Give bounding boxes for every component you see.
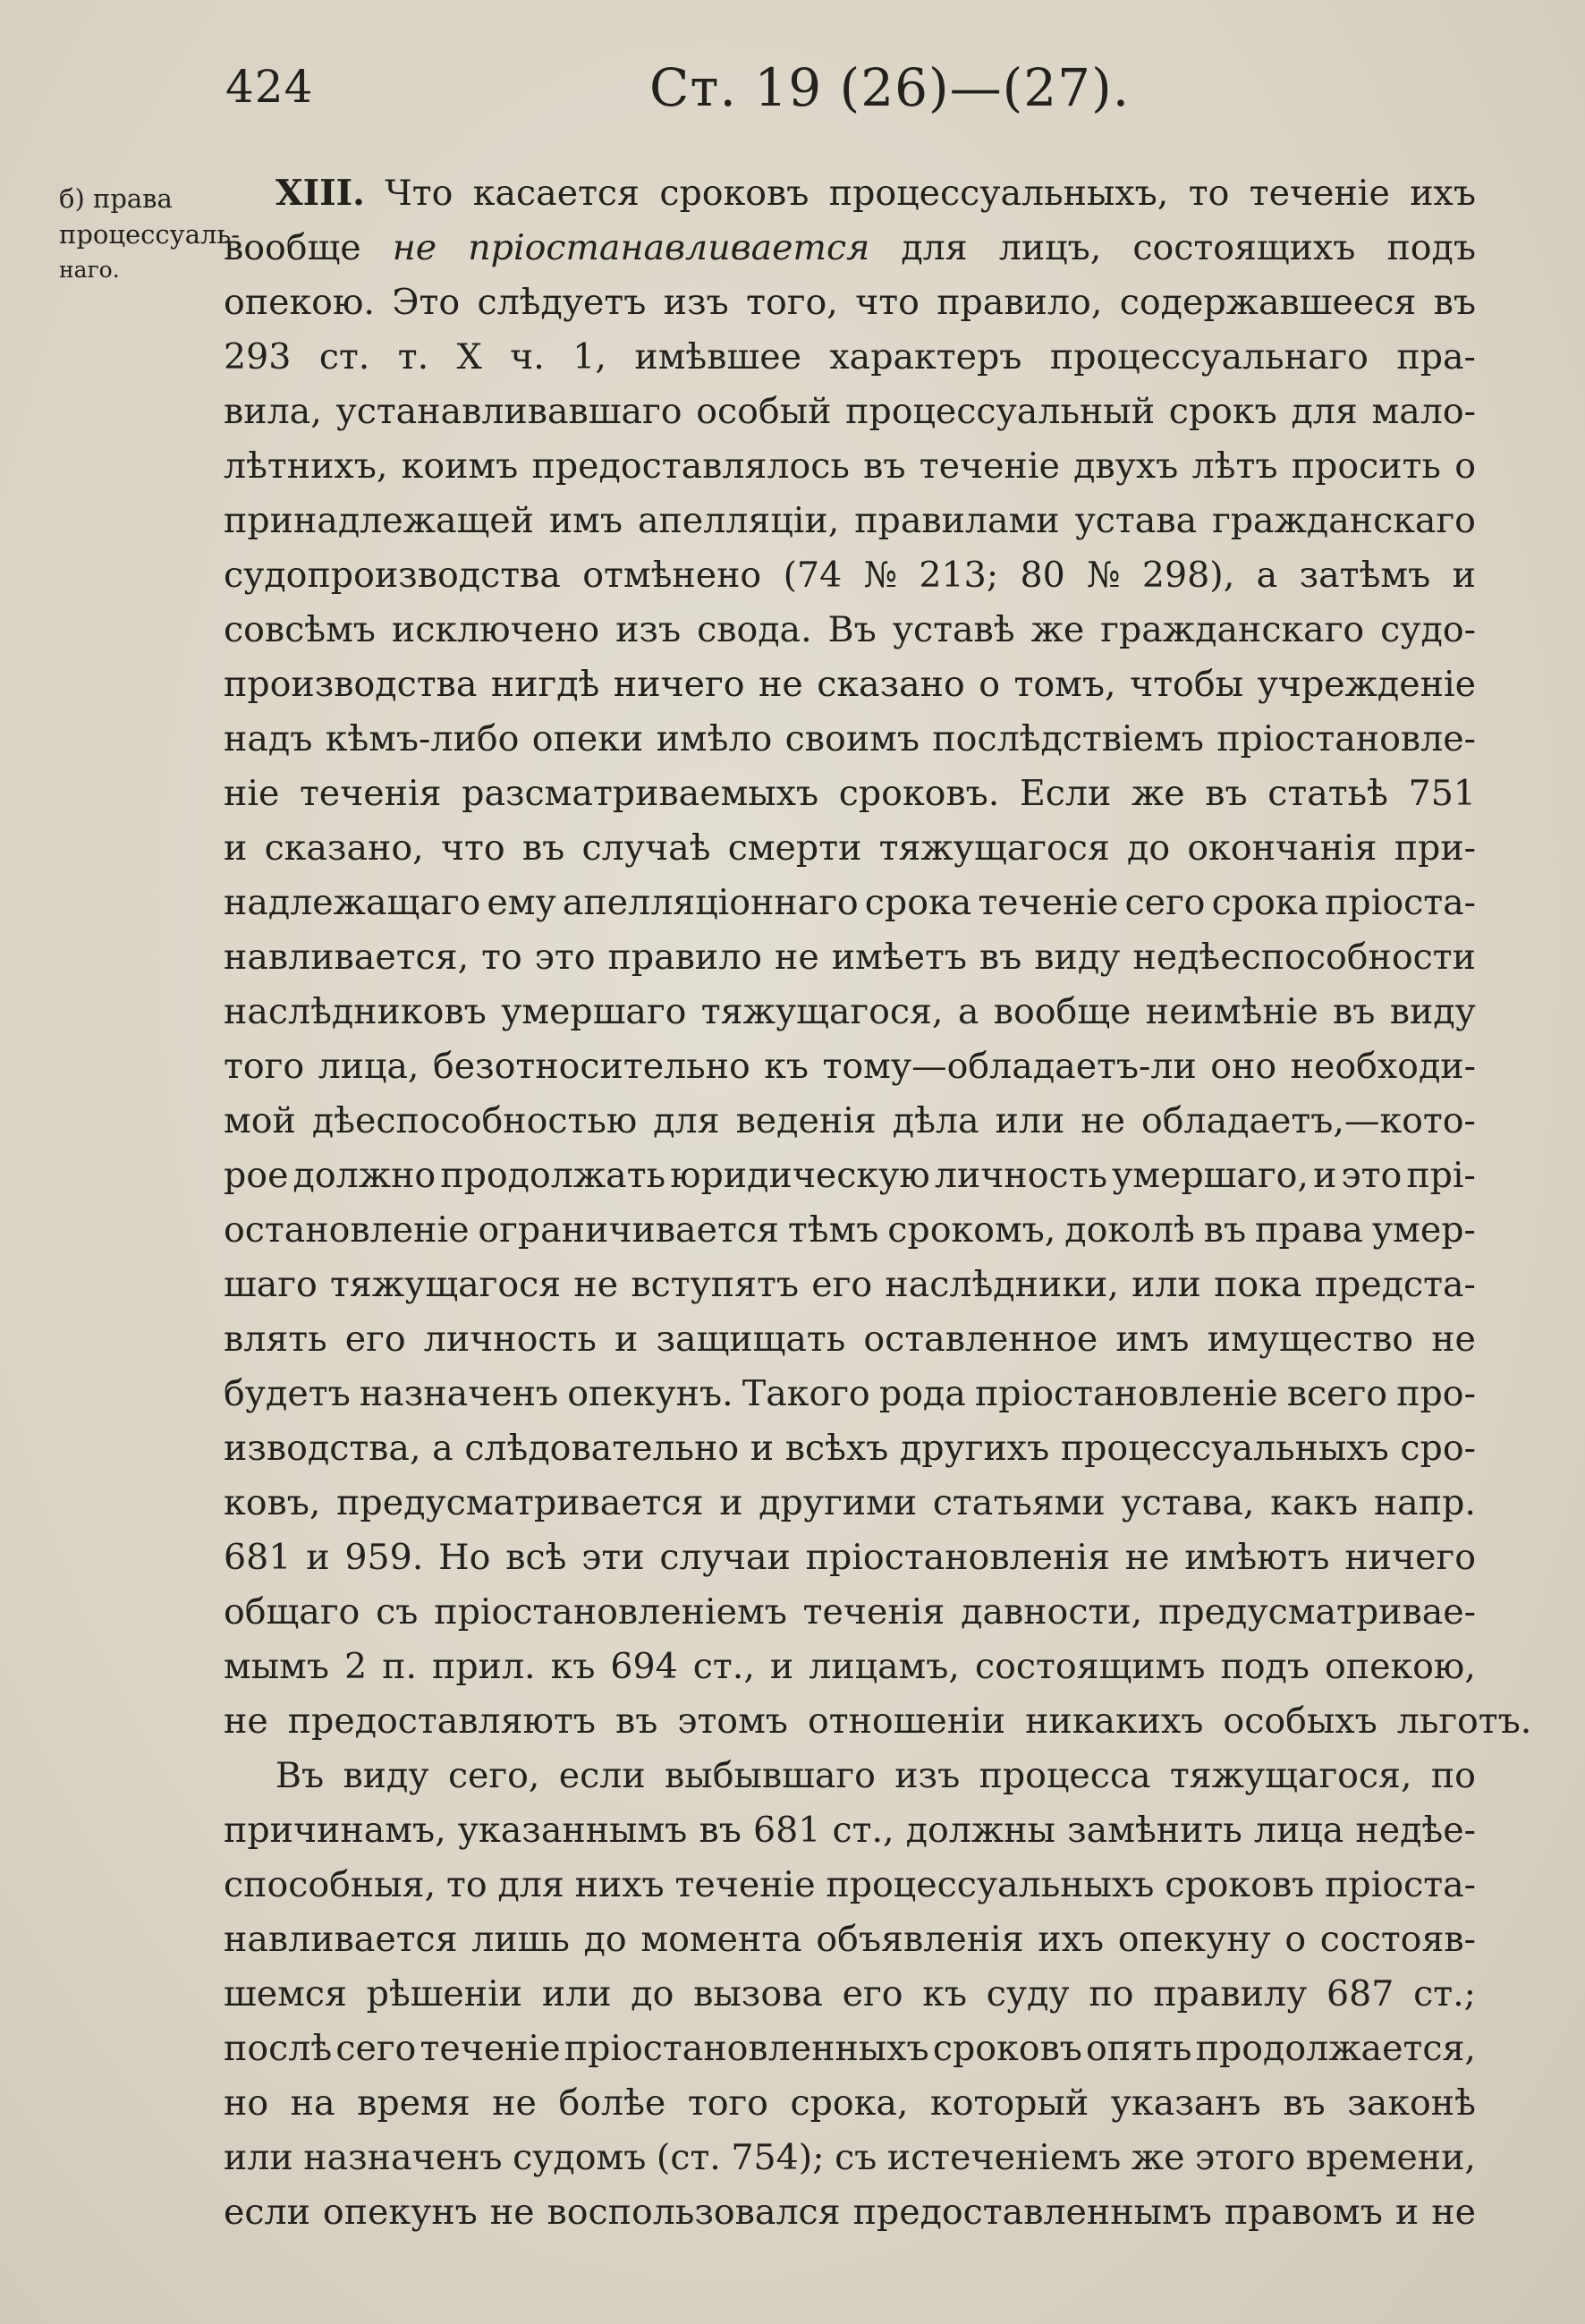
text-line: способныя, то для нихъ теченіе процессуальныхъ сроковъ пріоста- [224, 1864, 1476, 1905]
text-line: причинамъ, указаннымъ въ 681 ст., должны замѣнить лица недѣе- [224, 1810, 1476, 1851]
text-line: мымъ 2 п. прил. къ 694 ст., и лицамъ, состоящимъ подъ опекою, [224, 1646, 1476, 1687]
text-line: 293 ст. т. X ч. 1, имѣвшее характеръ процессуальнаго пра- [224, 336, 1476, 377]
text-line: надъ кѣмъ-либо опеки имѣло своимъ послѣдствіемъ пріостановле- [224, 718, 1476, 759]
page-number: 424 [225, 61, 314, 113]
margin-note [59, 181, 241, 288]
margin-note-line-3: наго. [59, 257, 120, 283]
text-line: судопроизводства отмѣнено (74 № 213; 80 № 298), а затѣмъ и [224, 555, 1476, 596]
text-line: наслѣдниковъ умершаго тяжущагося, а вообще неимѣніе въ виду [224, 991, 1476, 1032]
text-line: навливается, то это правило не имѣетъ въ виду недѣеспособности [224, 937, 1476, 978]
text-line: остановленіе ограничивается тѣмъ срокомъ, доколѣ въ права умер- [224, 1209, 1476, 1251]
text-line: рое должно продолжать юридическую личность умершаго, и это прі- [224, 1155, 1476, 1196]
text-line: того лица, безотносительно къ тому—обладаетъ-ли оно необходи- [224, 1046, 1476, 1087]
text-line: влять его личность и защищать оставленное имъ имущество не [224, 1319, 1476, 1360]
body-text [224, 166, 1532, 2240]
text-line: вила, устанавливавшаго особый процессуальный срокъ для мало- [224, 391, 1476, 432]
text-line: шемся рѣшеніи или до вызова его къ суду по правилу 687 ст.; [224, 1973, 1476, 2014]
text-line: не предоставляютъ въ этомъ отношеніи никакихъ особыхъ льготъ. [224, 1701, 1532, 1742]
text-line: будетъ назначенъ опекунъ. Такого рода пріостановленіе всего про- [224, 1373, 1476, 1414]
running-head: Ст. 19 (26)—(27). [649, 57, 1131, 118]
text-line: или назначенъ судомъ (ст. 754); съ истеченіемъ же этого времени, [224, 2137, 1476, 2178]
text-line: шаго тяжущагося не вступятъ его наслѣдники, или пока предста- [224, 1264, 1476, 1305]
text-line: Въ виду сего, если выбывшаго изъ процесса тяжущагося, по [275, 1755, 1476, 1796]
text-line: ніе теченія разсматриваемыхъ сроковъ. Если же въ статьѣ 751 [224, 773, 1476, 814]
text-line: но на время не болѣе того срока, который указанъ въ законѣ [224, 2082, 1476, 2124]
text-line: производства нигдѣ ничего не сказано о томъ, чтобы учрежденіе [224, 664, 1476, 705]
text-line: принадлежащей имъ апелляціи, правилами устава гражданскаго [224, 500, 1476, 541]
margin-note-line-1: б) права [59, 183, 173, 214]
text-line: мой дѣеспособностью для веденія дѣла или не обладаетъ,—кото- [224, 1100, 1476, 1141]
text-line: изводства, а слѣдовательно и всѣхъ другихъ процессуальныхъ сро- [224, 1428, 1476, 1469]
text-line: 681 и 959. Но всѣ эти случаи пріостановленія не имѣютъ ничего [224, 1537, 1476, 1578]
text-line: совсѣмъ исключено изъ свода. Въ уставѣ же гражданскаго судо- [224, 609, 1476, 650]
text-line: ковъ, предусматривается и другими статьями устава, какъ напр. [224, 1482, 1476, 1523]
text-line: вообще не пріостанавливается для лицъ, состоящихъ подъ [224, 227, 1476, 268]
text-line: послѣ сего теченіе пріостановленныхъ сроковъ опять продолжается, [224, 2028, 1476, 2069]
text-line: лѣтнихъ, коимъ предоставлялось въ теченіе двухъ лѣтъ просить о [224, 445, 1476, 487]
text-line: опекою. Это слѣдуетъ изъ того, что правило, содержавшееся въ [224, 282, 1476, 323]
text-line: XIII. Что касается сроковъ процессуальныхъ, то теченіе ихъ [275, 173, 1476, 214]
text-line: навливается лишь до момента объявленія ихъ опекуну о состояв- [224, 1919, 1476, 1960]
text-line: общаго съ пріостановленіемъ теченія давности, предусматривае- [224, 1591, 1476, 1633]
margin-note-line-2: процессуаль- [59, 219, 241, 250]
text-line: и сказано, что въ случаѣ смерти тяжущагося до окончанія при- [224, 827, 1476, 869]
text-line: если опекунъ не воспользовался предоставленнымъ правомъ и не [224, 2192, 1476, 2233]
text-line: надлежащаго ему апелляціоннаго срока теченіе сего срока пріоста- [224, 882, 1476, 923]
